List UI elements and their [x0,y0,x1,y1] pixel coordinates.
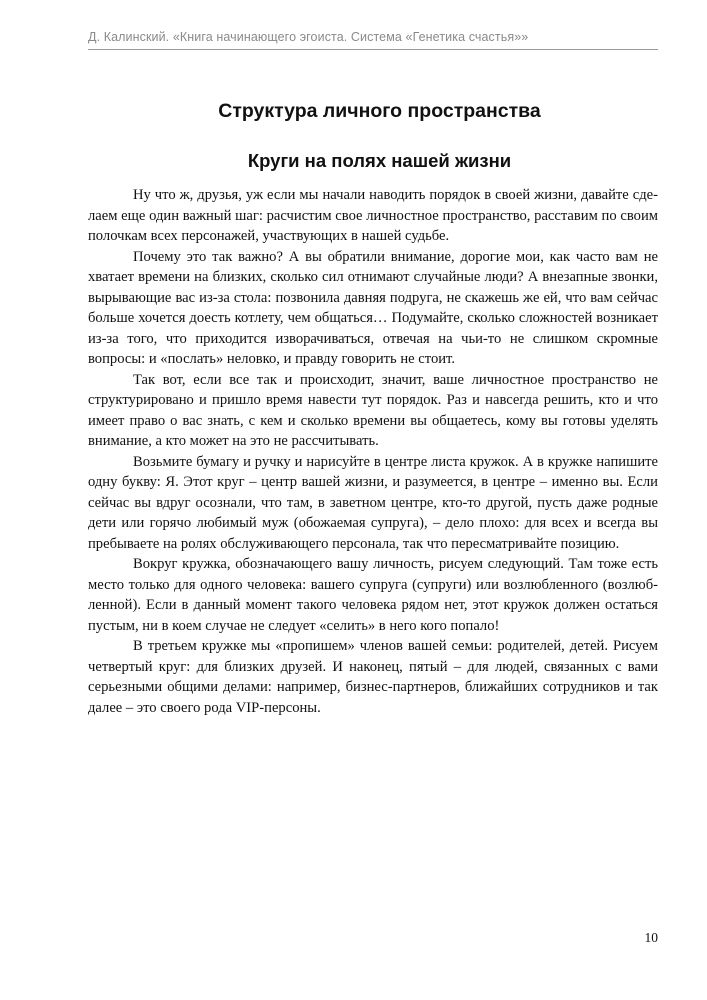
paragraph: Возьмите бумагу и ручку и нарисуйте в центре листа кружок. А в кружке напишите одну букву: Я. Этот круг – центр вашей жизни, и разумеется, в центре – именно вы. Если сейчас вы вдруг осознали, что там, в заветном центре, кто-то другой, пусть даже родные дети или горячо любимый муж (обожаемая супруга), – дело плохо: для всех и всегда вы пребываете на ролях обслуживающего персонала, так что пересматривайте позицию. [88,453,658,552]
body-text [88,185,658,718]
paragraph: Почему это так важно? А вы обратили внимание, дорогие мои, как часто вам не хватает времени на близких, сколько сил отнимают случайные люди? А внезапные звонки, вырывающие вас из-за стола: позвонила давняя подруга, не скажешь же ей, что вам сейчас больше хочется доесть котлету, чем общаться… Подумайте, сколько сложностей возникает из-за того, что приходится изворачиваться, отвечая на чьи-то не слишком скромные вопросы: и «послать» неловко, и правду говорить не стоит. [88,248,658,367]
paragraph: Так вот, если все так и происходит, значит, ваше личностное пространство не структурировано и пришло время навести тут порядок. Раз и навсегда решить, кто и что имеет право о вас знать, с кем и сколько времени вы общаетесь, кому вы готовы уделять внимание, а кто может на это не рассчитывать. [88,371,658,449]
running-header: Д. Калинский. «Книга начинающего эгоиста. Система «Генетика счастья»» [88,30,529,44]
paragraph: Вокруг кружка, обозначающего вашу личность, рисуем следующий. Там тоже есть место только для одного человека: вашего супруга (супруги) или возлюбленного (возлюбленной). Если в данный момент такого человека рядом нет, этот кружок должен остаться пустым, ни в коем случае не следует «селить» в него кого попало! [88,556,658,634]
paragraph: В третьем кружке мы «пропишем» членов вашей семьи: родителей, детей. Рисуем четвертый круг: для близких друзей. И наконец, пятый – для людей, связанных с вами серьезными общими делами: например, бизнес-партнеров, ближайших сотрудников и так далее – это своего рода VIP-персоны. [88,638,658,716]
chapter-title: Структура личного пространства [218,100,541,122]
header-divider [88,49,658,50]
paragraph: Ну что ж, друзья, уж если мы начали наводить порядок в своей жизни, давайте сделаем еще один важный шаг: расчистим свое личностное пространство, расставим по своим полочкам всех персонажей, участвующих в нашей судьбе. [88,187,658,244]
section-title: Круги на полях нашей жизни [247,150,512,171]
page-number: 10 [644,930,658,945]
